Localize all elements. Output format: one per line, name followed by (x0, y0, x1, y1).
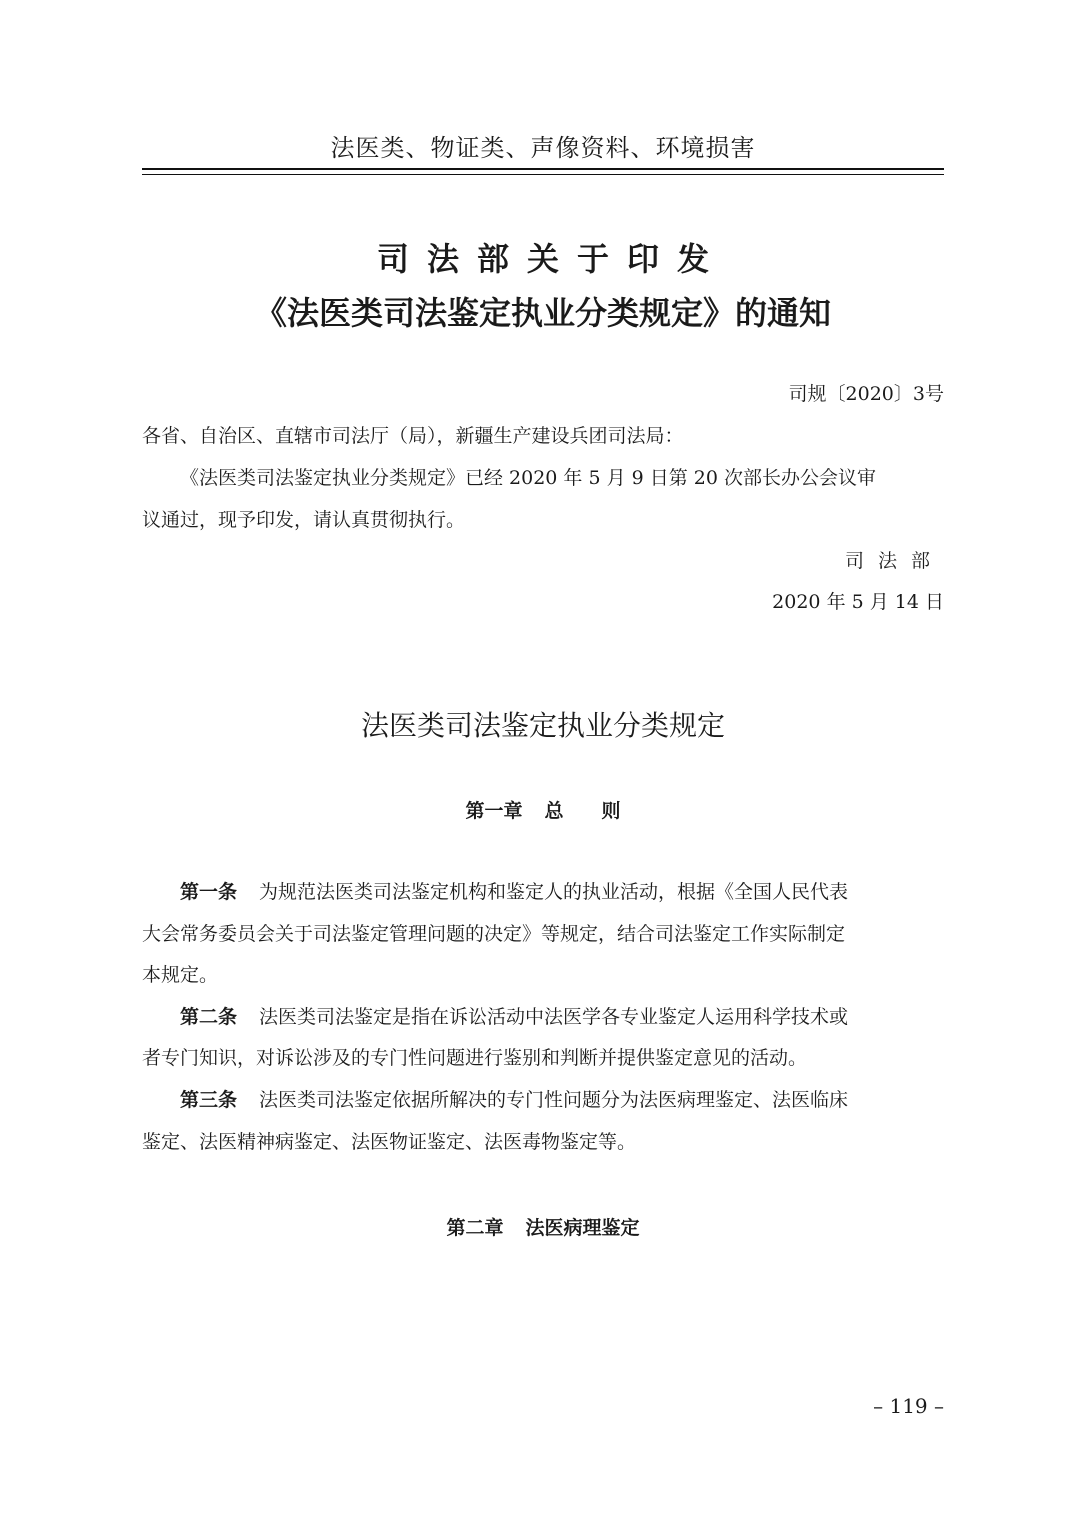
article-3-line2: 鉴定、法医精神病鉴定、法医物证鉴定、法医毒物鉴定等。 (142, 1131, 637, 1153)
article-2-line1 (142, 1005, 944, 1029)
chapter-2-label: 第二章 (446, 1217, 504, 1239)
chapter-2-name: 法医病理鉴定 (525, 1217, 640, 1239)
notice-title-line2: 《法医类司法鉴定执业分类规定》的通知 (254, 294, 831, 332)
regulation-title: 法医类司法鉴定执业分类规定 (360, 709, 725, 742)
notice-date: 2020 年 5 月 14 日 (772, 591, 944, 613)
article-3-text1: 法医类司法鉴定依据所解决的专门性问题分为法医病理鉴定、法医临床 (259, 1089, 849, 1111)
header-rule-thin (142, 174, 944, 175)
chapter-1-heading (142, 796, 944, 823)
chapter-1-label: 第一章 (465, 800, 523, 822)
addressees: 各省、自治区、直辖市司法厅（局），新疆生产建设兵团司法局： (142, 425, 684, 447)
article-3-line1 (142, 1088, 944, 1112)
signer: 司法部 (844, 550, 944, 572)
header-rule-thick (142, 168, 944, 170)
page-number: – 119 – (873, 1394, 944, 1418)
article-1-line1 (142, 880, 944, 904)
chapter-1-name: 总 则 (544, 800, 621, 822)
notice-body-line1: 《法医类司法鉴定执业分类规定》已经 2020 年 5 月 9 日第 20 次部长办公会议审 (180, 467, 877, 489)
chapter-2-heading (142, 1213, 944, 1240)
running-header: 法医类、物证类、声像资料、环境损害 (330, 134, 756, 162)
article-2-line2: 者专门知识，对诉讼涉及的专门性问题进行鉴别和判断并提供鉴定意见的活动。 (142, 1047, 808, 1069)
article-1-line3: 本规定。 (142, 964, 219, 986)
notice-title-line1: 司法部关于印发 (376, 240, 727, 278)
article-1-label: 第一条 (180, 881, 238, 903)
article-1-text1: 为规范法医类司法鉴定机构和鉴定人的执业活动，根据《全国人民代表 (259, 881, 849, 903)
article-2-text1: 法医类司法鉴定是指在诉讼活动中法医学各专业鉴定人运用科学技术或 (259, 1006, 849, 1028)
article-1-line2: 大会常务委员会关于司法鉴定管理问题的决定》等规定，结合司法鉴定工作实际制定 (142, 923, 846, 945)
notice-body-line2: 议通过，现予印发，请认真贯彻执行。 (142, 509, 466, 531)
document-number: 司规〔2020〕3号 (788, 383, 944, 405)
article-3-label: 第三条 (180, 1089, 238, 1111)
article-2-label: 第二条 (180, 1006, 238, 1028)
